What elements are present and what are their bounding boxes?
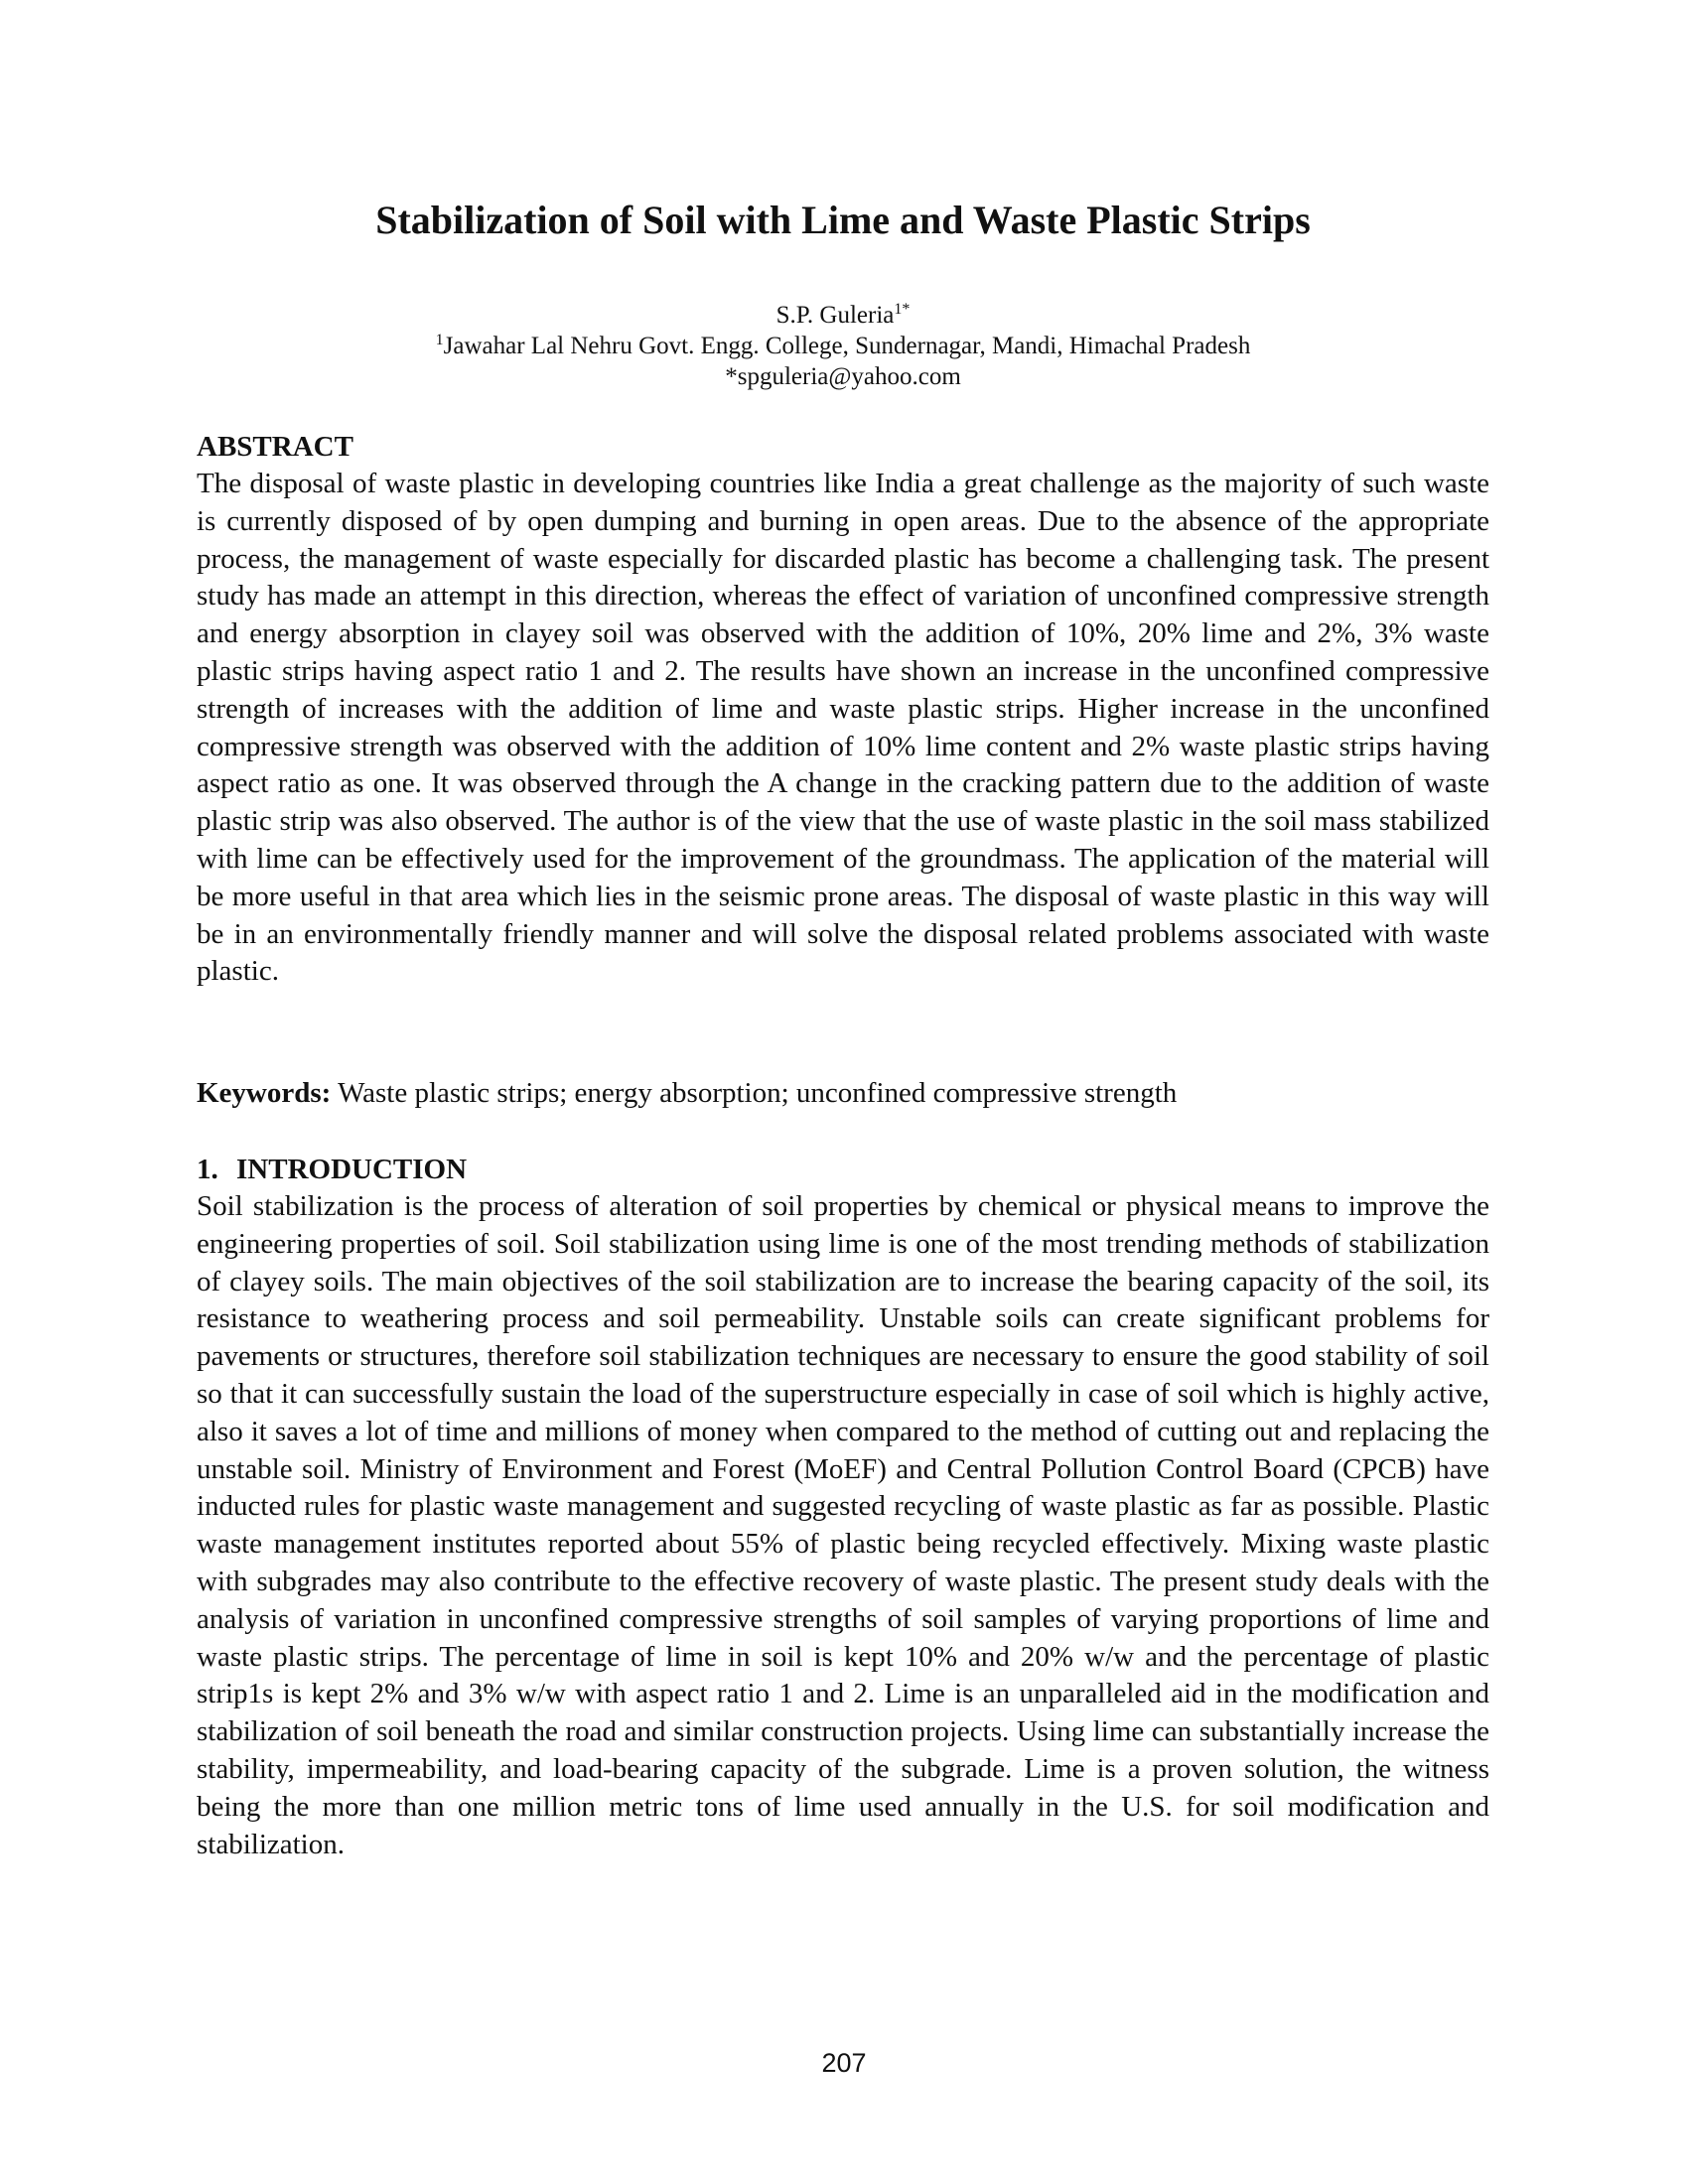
paper-title: Stabilization of Soil with Lime and Waste Plastic Strips <box>375 198 1311 242</box>
introduction-heading <box>197 1152 1489 1188</box>
abstract-section <box>197 429 1489 991</box>
author-marks: 1* <box>894 301 911 318</box>
author-name: S.P. Guleria <box>775 302 895 329</box>
page-number: 207 <box>821 2048 867 2078</box>
abstract-heading: ABSTRACT <box>197 431 353 463</box>
keywords-text: Waste plastic strips; energy absorption; unconfined compressive strength <box>338 1077 1178 1109</box>
introduction-text: Soil stabilization is the process of alteration of soil properties by chemical or physical means to improve the engineering properties of soil. Soil stabilization using lime is one of the most trending methods of stabilization of clayey soils. The main objectives of the soil stabilization are to increase the bearing capacity of the soil, its resistance to weathering process and soil permeability. Unstable soils can create significant problems for pavements or structures, therefore soil stabilization techniques are necessary to ensure the good stability of soil so that it can successfully sustain the load of the superstructure especially in case of soil which is highly active, also it saves a lot of time and millions of money when compared to the method of cutting out and replacing the unstable soil. Ministry of Environment and Forest (MoEF) and Central Pollution Control Board (CPCB) have inducted rules for plastic waste management and suggested recycling of waste plastic as far as possible. Plastic waste management institutes reported about 55% of plastic being recycled effectively. Mixing waste plastic with subgrades may also contribute to the effective recovery of waste plastic. The present study deals with the analysis of variation in unconfined compressive strengths of soil samples of varying proportions of lime and waste plastic strips. The percentage of lime in soil is kept 10% and 20% w/w and the percentage of plastic strip1s is kept 2% and 3% w/w with aspect ratio 1 and 2. Lime is an unparalleled aid in the modification and stabilization of soil beneath the road and similar construction projects. Using lime can substantially increase the stability, impermeability, and load-bearing capacity of the subgrade. Lime is a proven solution, the witness being the more than one million metric tons of lime used annually in the U.S. for soil modification and stabilization. <box>197 1190 1489 1860</box>
author-line <box>197 300 1489 331</box>
affiliation: Jawahar Lal Nehru Govt. Engg. College, Sundernagar, Mandi, Himachal Pradesh <box>443 333 1251 359</box>
author-email: *spguleria@yahoo.com <box>725 363 961 390</box>
section-number: 1. <box>197 1154 218 1185</box>
keywords-section <box>197 1075 1489 1112</box>
abstract-text: The disposal of waste plastic in developing countries like India a great challenge as the majority of such waste is currently disposed of by open dumping and burning in open areas. Due to the absence of the appropriate process, the management of waste especially for discarded plastic has become a challenging task. The present study has made an attempt in this direction, whereas the effect of variation of unconfined compressive strength and energy absorption in clayey soil was observed with the addition of 10%, 20% lime and 2%, 3% waste plastic strips having aspect ratio 1 and 2. The results have shown an increase in the unconfined compressive strength of increases with the addition of lime and waste plastic strips. Higher increase in the unconfined compressive strength was observed with the addition of 10% lime content and 2% waste plastic strips having aspect ratio as one. It was observed through the A change in the cracking pattern due to the addition of waste plastic strip was also observed. The author is of the view that the use of waste plastic in the soil mass stabilized with lime can be effectively used for the improvement of the groundmass. The application of the material will be more useful in that area which lies in the seismic prone areas. The disposal of waste plastic in this way will be in an environmentally friendly manner and will solve the disposal related problems associated with waste plastic. <box>197 468 1489 988</box>
section-title: INTRODUCTION <box>236 1154 468 1185</box>
affiliation-mark: 1 <box>435 332 444 348</box>
affiliation-line <box>197 331 1489 361</box>
introduction-section <box>197 1152 1489 1863</box>
author-block <box>197 300 1489 392</box>
keywords-label: Keywords: <box>197 1077 332 1109</box>
